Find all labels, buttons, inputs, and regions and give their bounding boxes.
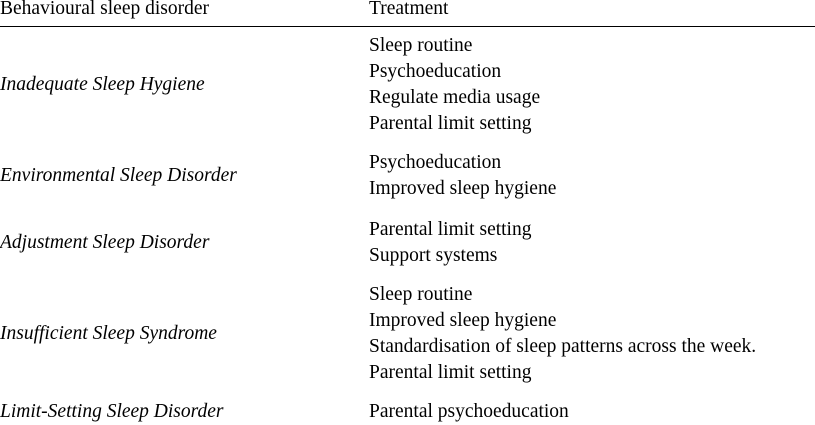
treatment-item: Parental limit setting (369, 219, 532, 240)
treatment-list (369, 282, 756, 386)
treatment-item: Parental limit setting (369, 113, 532, 134)
treatment-item: Parental psychoeducation (369, 401, 569, 422)
disorder-name: Limit-Setting Sleep Disorder (0, 401, 224, 422)
treatment-item: Psychoeducation (369, 152, 502, 173)
treatment-list (369, 399, 569, 425)
treatment-list (369, 217, 531, 269)
header-disorder: Behavioural sleep disorder (0, 0, 210, 19)
treatment-item: Psychoeducation (369, 61, 502, 82)
treatment-item: Support systems (369, 245, 498, 266)
disorder-name: Insufficient Sleep Syndrome (0, 323, 217, 344)
treatment-item: Improved sleep hygiene (369, 310, 557, 331)
header-treatment: Treatment (369, 0, 449, 19)
treatment-item: Regulate media usage (369, 87, 541, 108)
header-rule (0, 26, 815, 27)
treatment-list (369, 150, 556, 202)
treatment-item: Sleep routine (369, 35, 473, 56)
treatment-item: Standardisation of sleep patterns across the week. (369, 336, 757, 357)
disorder-name: Inadequate Sleep Hygiene (0, 74, 205, 95)
disorder-name: Environmental Sleep Disorder (0, 165, 237, 186)
treatment-item: Sleep routine (369, 284, 473, 305)
treatment-item: Improved sleep hygiene (369, 178, 557, 199)
disorder-name: Adjustment Sleep Disorder (0, 232, 210, 253)
treatment-list (369, 33, 540, 137)
treatment-item: Parental limit setting (369, 362, 532, 383)
